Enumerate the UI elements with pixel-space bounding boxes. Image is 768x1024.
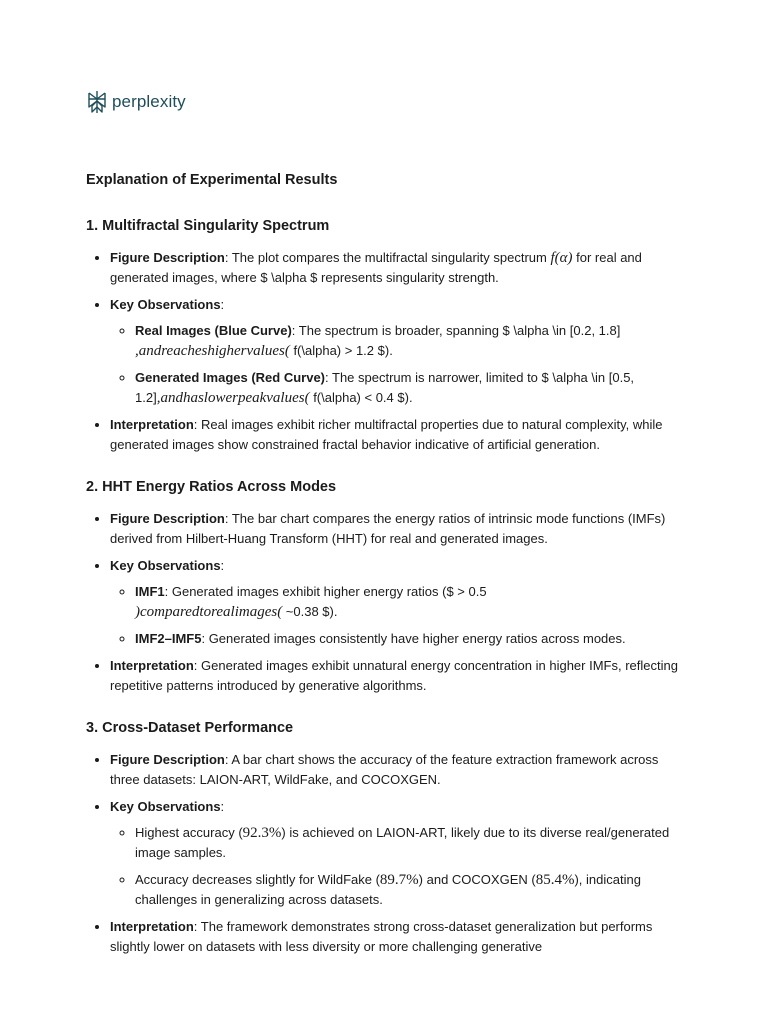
list-item-interpretation: [110, 415, 686, 455]
colon: :: [220, 799, 225, 814]
item-label: IMF1: [135, 584, 165, 599]
item-label: Figure Description: [110, 250, 225, 265]
sub-list-item: [135, 629, 686, 649]
item-label: Key Observations: [110, 558, 221, 573]
list-item-figure-description: [110, 509, 686, 549]
item-text: for real and generated images, where $ \alpha $ represents singularity strength.: [110, 250, 642, 285]
document-content: [86, 170, 686, 979]
perplexity-logo-icon: [86, 90, 108, 114]
item-label: Figure Description: [110, 511, 225, 526]
math-expression: 85.4%: [535, 872, 575, 888]
section-list: [86, 248, 686, 455]
item-text: : A bar chart shows the accuracy of the feature extraction framework across three datasets: LAION-ART, WildFake, and COCOXGEN.: [110, 752, 659, 787]
list-item-key-observations: [110, 556, 686, 649]
item-label: Key Observations: [110, 799, 221, 814]
list-item-figure-description: [110, 248, 686, 288]
item-label: Interpretation: [110, 417, 194, 432]
item-text: : Generated images exhibit unnatural energy concentration in higher IMFs, reflecting repetitive patterns introduced by generative algorithms.: [110, 658, 678, 693]
math-expression: f(α): [550, 250, 573, 266]
section-list: [86, 750, 686, 957]
item-text: : The bar chart compares the energy ratios of intrinsic mode functions (IMFs) derived from Hilbert-Huang Transform (HHT) for real and generated images.: [110, 511, 666, 546]
list-item-interpretation: [110, 656, 686, 696]
item-text: Accuracy decreases slightly for WildFake (: [135, 872, 380, 887]
section-heading: 2. HHT Energy Ratios Across Modes: [86, 479, 337, 495]
section-list: [86, 509, 686, 696]
perplexity-logo: [86, 90, 186, 114]
list-item-interpretation: [110, 917, 686, 957]
item-label: Interpretation: [110, 919, 194, 934]
item-label: Generated Images (Red Curve): [135, 370, 326, 385]
document-title: Explanation of Experimental Results: [86, 172, 338, 188]
item-text: ) and COCOXGEN (: [418, 872, 536, 887]
item-label: Real Images (Blue Curve): [135, 323, 292, 338]
math-expression: 92.3%: [242, 825, 282, 841]
item-text: : The plot compares the multifractal singularity spectrum: [224, 250, 551, 265]
item-text: f(\alpha) > 1.2 $).: [289, 343, 393, 358]
list-item-key-observations: [110, 295, 686, 408]
sub-list: [110, 582, 686, 649]
item-label: Figure Description: [110, 752, 225, 767]
list-item-key-observations: [110, 797, 686, 910]
math-expression: ,andhaslowerpeakvalues(: [156, 390, 310, 406]
colon: :: [220, 558, 225, 573]
sub-list: [110, 321, 686, 408]
item-text: : The spectrum is narrower, limited to $ \alpha \in [0.5, 1.2]: [135, 370, 635, 405]
item-text: ~0.38 $).: [282, 604, 338, 619]
item-text: : Real images exhibit richer multifractal properties due to natural complexity, while generated images show constrained fractal behavior indicative of artificial generation.: [110, 417, 663, 452]
item-text: : Generated images consistently have higher energy ratios across modes.: [201, 631, 626, 646]
item-label: Interpretation: [110, 658, 194, 673]
sub-list-item: [135, 368, 686, 408]
item-label: Key Observations: [110, 297, 221, 312]
item-label: IMF2–IMF5: [135, 631, 202, 646]
section-heading: 1. Multifractal Singularity Spectrum: [86, 218, 330, 234]
item-text: : Generated images exhibit higher energy ratios ($ > 0.5: [164, 584, 487, 599]
math-expression: ,andreacheshighervalues(: [135, 343, 290, 359]
item-text: ), indicating challenges in generalizing across datasets.: [135, 872, 641, 907]
brand-name: perplexity: [112, 92, 186, 111]
item-text: f(\alpha) < 0.4 $).: [309, 390, 413, 405]
list-item-figure-description: [110, 750, 686, 790]
math-expression: )comparedtorealimages(: [135, 604, 283, 620]
section-heading: 3. Cross-Dataset Performance: [86, 720, 294, 736]
item-text: : The framework demonstrates strong cross-dataset generalization but performs slightly lower on datasets with less diversity or more challenging generative: [110, 919, 653, 954]
math-expression: 89.7%: [379, 872, 419, 888]
sub-list-item: [135, 823, 686, 863]
item-text: : The spectrum is broader, spanning $ \alpha \in [0.2, 1.8]: [291, 323, 621, 338]
sub-list-item: [135, 582, 686, 622]
sub-list: [110, 823, 686, 910]
colon: :: [220, 297, 225, 312]
item-text: ) is achieved on LAION-ART, likely due to its diverse real/generated image samples.: [135, 825, 670, 860]
item-text: Highest accuracy (: [135, 825, 243, 840]
sub-list-item: [135, 321, 686, 361]
sub-list-item: [135, 870, 686, 910]
